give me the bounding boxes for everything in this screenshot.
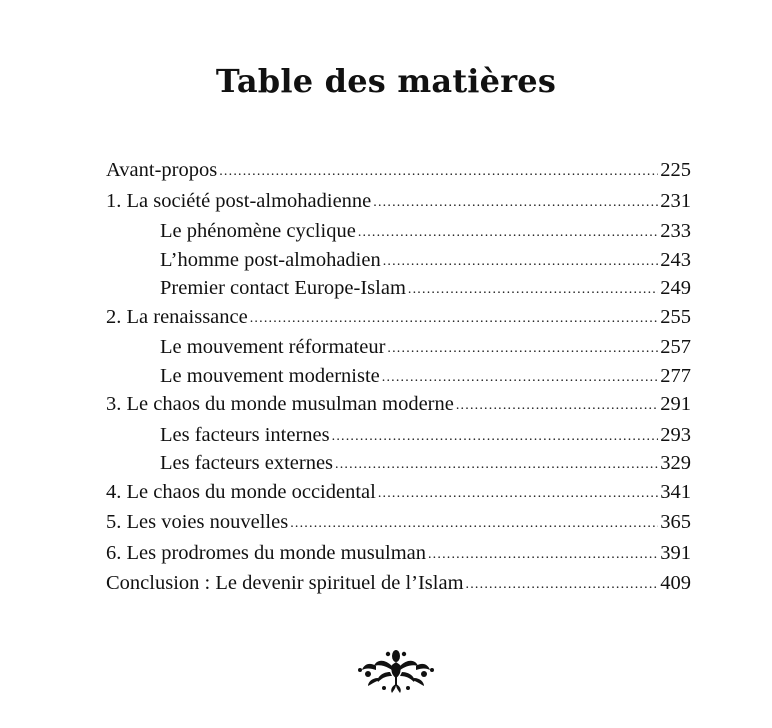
dot-leader bbox=[408, 273, 658, 305]
toc-entry-page: 329 bbox=[660, 452, 691, 474]
toc-entry-facteurs-externes[interactable] bbox=[106, 449, 691, 478]
toc-entry-chapter-5[interactable] bbox=[106, 508, 691, 537]
toc-entry-page: 233 bbox=[660, 220, 691, 242]
toc-entry-page: 391 bbox=[660, 541, 691, 564]
toc-entry-chapter-2[interactable] bbox=[106, 303, 691, 332]
dot-leader bbox=[378, 477, 658, 509]
dot-leader bbox=[387, 332, 658, 364]
toc-entry-page: 225 bbox=[660, 159, 691, 181]
toc-entry-page: 291 bbox=[660, 393, 691, 415]
toc-entry-label: Le mouvement réformateur bbox=[160, 336, 386, 358]
dot-leader bbox=[383, 245, 659, 277]
toc-entry-avant-propos[interactable] bbox=[106, 156, 691, 185]
toc-entry-mouvement-moderniste[interactable] bbox=[106, 362, 691, 391]
toc-entry-homme-post-almohadien[interactable] bbox=[106, 246, 691, 275]
dot-leader bbox=[219, 155, 658, 187]
dot-leader bbox=[335, 448, 658, 480]
dot-leader bbox=[428, 538, 658, 570]
dot-leader bbox=[290, 507, 658, 539]
toc-entry-facteurs-internes[interactable] bbox=[106, 421, 691, 450]
toc-entry-label: 6. Les prodromes du monde musulman bbox=[106, 541, 426, 564]
toc-entry-conclusion[interactable] bbox=[106, 569, 691, 598]
dot-leader bbox=[382, 361, 659, 393]
toc-entry-phenomene-cyclique[interactable] bbox=[106, 217, 691, 246]
table-of-contents bbox=[106, 156, 691, 598]
toc-entry-page: 409 bbox=[660, 572, 691, 594]
toc-entry-page: 231 bbox=[660, 189, 691, 212]
toc-entry-label: 3. Le chaos du monde musulman moderne bbox=[106, 393, 454, 415]
toc-entry-chapter-6[interactable] bbox=[106, 539, 691, 568]
toc-entry-label: Le phénomène cyclique bbox=[160, 220, 356, 242]
toc-entry-page: 243 bbox=[660, 248, 691, 271]
dot-leader bbox=[466, 568, 659, 600]
toc-entry-premier-contact[interactable] bbox=[106, 274, 691, 303]
toc-entry-chapter-1[interactable] bbox=[106, 187, 691, 216]
toc-entry-label: Avant-propos bbox=[106, 159, 218, 181]
toc-entry-page: 277 bbox=[660, 364, 691, 387]
toc-entry-page: 249 bbox=[660, 277, 691, 299]
dot-leader bbox=[456, 389, 658, 421]
toc-entry-label: 2. La renaissance bbox=[106, 305, 248, 328]
dot-leader bbox=[358, 216, 658, 248]
page-title: Table des matières bbox=[215, 62, 557, 100]
dot-leader bbox=[332, 420, 659, 452]
toc-entry-label: Les facteurs internes bbox=[160, 423, 330, 446]
toc-entry-label: Le mouvement moderniste bbox=[160, 364, 380, 387]
toc-entry-chapter-3[interactable] bbox=[106, 390, 691, 419]
dot-leader bbox=[373, 186, 658, 218]
dot-leader bbox=[250, 302, 659, 334]
toc-entry-label: 5. Les voies nouvelles bbox=[106, 511, 289, 533]
toc-entry-label: 4. Le chaos du monde occidental bbox=[106, 480, 376, 503]
toc-entry-label: Conclusion : Le devenir spirituel de l’Islam bbox=[106, 572, 464, 594]
toc-entry-page: 293 bbox=[660, 423, 691, 446]
toc-entry-label: L’homme post-almohadien bbox=[160, 248, 381, 271]
toc-entry-label: 1. La société post-almohadienne bbox=[106, 189, 372, 212]
floral-fleuron-icon bbox=[356, 648, 436, 694]
toc-entry-page: 257 bbox=[660, 336, 691, 358]
toc-entry-mouvement-reformateur[interactable] bbox=[106, 333, 691, 362]
toc-entry-label: Premier contact Europe-Islam bbox=[160, 277, 406, 299]
toc-entry-page: 341 bbox=[660, 480, 691, 503]
toc-entry-label: Les facteurs externes bbox=[160, 452, 334, 474]
toc-entry-chapter-4[interactable] bbox=[106, 478, 691, 507]
toc-entry-page: 255 bbox=[660, 305, 691, 328]
toc-entry-page: 365 bbox=[660, 511, 691, 533]
